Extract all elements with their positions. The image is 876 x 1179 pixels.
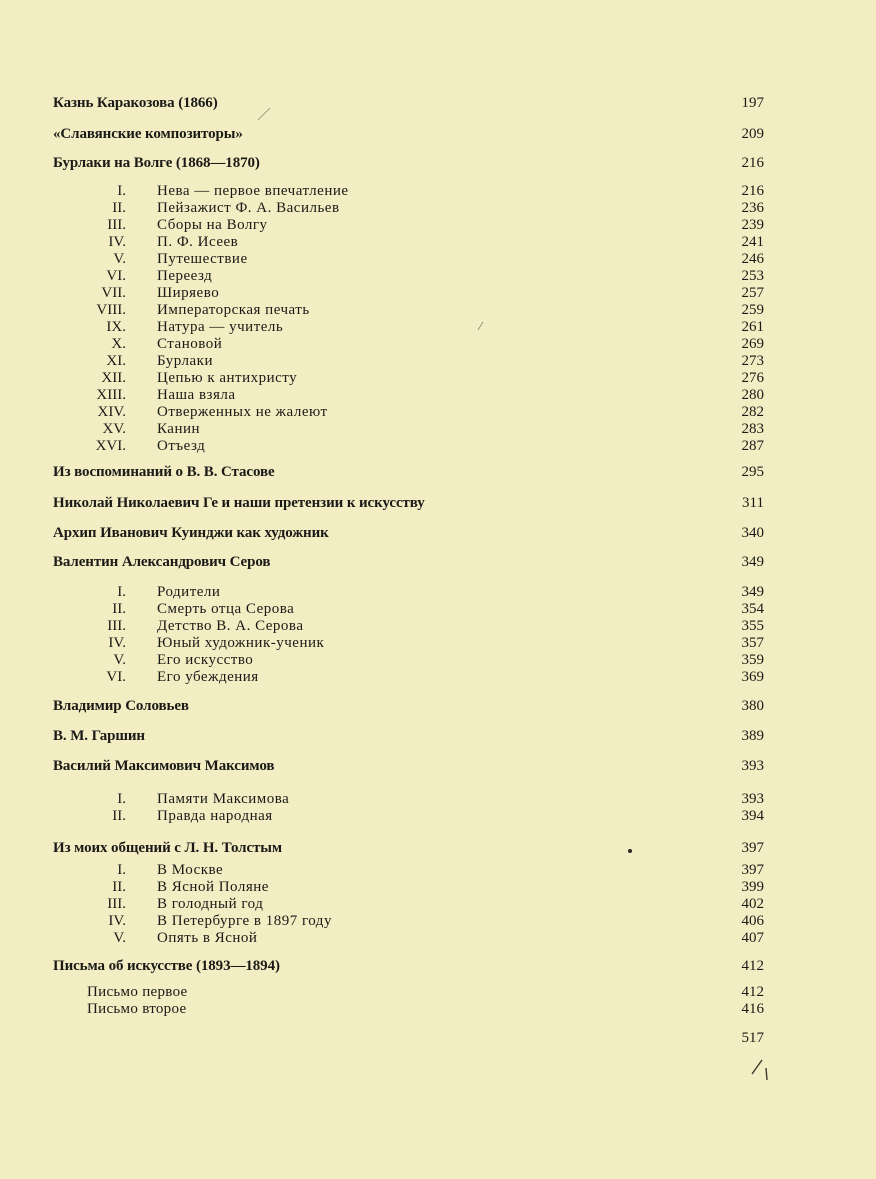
toc-section-row <box>0 495 876 515</box>
chapter-title: В голодный год <box>157 896 264 912</box>
chapter-page-number: 241 <box>741 234 764 250</box>
chapter-numeral: XIV. <box>97 404 126 420</box>
chapter-numeral: VI. <box>106 669 126 685</box>
chapter-page-number: 261 <box>741 319 764 335</box>
chapter-numeral: V. <box>113 251 126 267</box>
letter-page-number: 412 <box>741 984 764 1000</box>
section-page-number: 393 <box>741 758 764 774</box>
chapter-title: Родители <box>157 584 221 600</box>
toc-section-row <box>0 758 876 778</box>
chapter-numeral: II. <box>112 879 126 895</box>
chapter-numeral: III. <box>107 618 126 634</box>
folio-page-number: 517 <box>741 1030 764 1046</box>
chapter-numeral: III. <box>107 217 126 233</box>
chapter-page-number: 276 <box>741 370 764 386</box>
chapter-numeral: II. <box>112 601 126 617</box>
section-title: В. М. Гаршин <box>53 728 145 744</box>
toc-section-row <box>0 554 876 574</box>
section-title: Василий Максимович Максимов <box>53 758 275 774</box>
section-title: Бурлаки на Волге (1868—1870) <box>53 155 260 171</box>
chapter-page-number: 357 <box>741 635 764 651</box>
chapter-numeral: III. <box>107 896 126 912</box>
chapter-numeral: XV. <box>102 421 126 437</box>
toc-section-row <box>0 126 876 146</box>
chapter-numeral: II. <box>112 200 126 216</box>
toc-section-row <box>0 525 876 545</box>
chapter-title: Нева — первое впечатление <box>157 183 349 199</box>
letter-title: Письмо первое <box>87 984 188 1000</box>
chapter-title: Пейзажист Ф. А. Васильев <box>157 200 340 216</box>
chapter-page-number: 259 <box>741 302 764 318</box>
chapter-page-number: 239 <box>741 217 764 233</box>
section-page-number: 380 <box>741 698 764 714</box>
section-title: Валентин Александрович Серов <box>53 554 271 570</box>
chapter-page-number: 349 <box>741 584 764 600</box>
section-page-number: 340 <box>741 525 764 541</box>
chapter-row <box>0 438 876 458</box>
section-title: Владимир Соловьев <box>53 698 189 714</box>
toc-section-row <box>0 464 876 484</box>
chapter-page-number: 236 <box>741 200 764 216</box>
chapter-numeral: IV. <box>108 913 126 929</box>
chapter-numeral: I. <box>117 862 126 878</box>
chapter-page-number: 359 <box>741 652 764 668</box>
chapter-title: Опять в Ясной <box>157 930 258 946</box>
section-title: «Славянские композиторы» <box>53 126 243 142</box>
section-page-number: 349 <box>741 554 764 570</box>
chapter-page-number: 393 <box>741 791 764 807</box>
section-page-number: 209 <box>741 126 764 142</box>
toc-section-row <box>0 958 876 978</box>
chapter-title: Переезд <box>157 268 213 284</box>
chapter-page-number: 354 <box>741 601 764 617</box>
chapter-title: В Петербурге в 1897 году <box>157 913 332 929</box>
chapter-page-number: 394 <box>741 808 764 824</box>
section-title: Николай Николаевич Ге и наши претензии к искусству <box>53 495 425 511</box>
section-title: Письма об искусстве (1893—1894) <box>53 958 280 974</box>
toc-section-row <box>0 840 876 860</box>
section-page-number: 311 <box>742 495 764 511</box>
chapter-page-number: 269 <box>741 336 764 352</box>
chapter-page-number: 369 <box>741 669 764 685</box>
letter-row <box>0 1001 876 1021</box>
chapter-numeral: IV. <box>108 635 126 651</box>
letter-title: Письмо второе <box>87 1001 187 1017</box>
chapter-title: Наша взяла <box>157 387 236 403</box>
chapter-numeral: V. <box>113 652 126 668</box>
chapter-numeral: XII. <box>101 370 126 386</box>
section-title: Архип Иванович Куинджи как художник <box>53 525 329 541</box>
chapter-numeral: VII. <box>101 285 126 301</box>
chapter-numeral: I. <box>117 584 126 600</box>
chapter-title: Императорская печать <box>157 302 310 318</box>
chapter-page-number: 246 <box>741 251 764 267</box>
chapter-row <box>0 930 876 950</box>
chapter-page-number: 282 <box>741 404 764 420</box>
chapter-numeral: X. <box>111 336 126 352</box>
chapter-numeral: II. <box>112 808 126 824</box>
chapter-numeral: I. <box>117 183 126 199</box>
chapter-row <box>0 808 876 828</box>
chapter-title: Сборы на Волгу <box>157 217 268 233</box>
chapter-title: В Москве <box>157 862 224 878</box>
chapter-numeral: I. <box>117 791 126 807</box>
chapter-row <box>0 669 876 689</box>
chapter-numeral: XVI. <box>95 438 126 454</box>
section-page-number: 389 <box>741 728 764 744</box>
section-title: Из моих общений с Л. Н. Толстым <box>53 840 283 856</box>
chapter-page-number: 402 <box>741 896 764 912</box>
chapter-title: Отъезд <box>157 438 206 454</box>
chapter-page-number: 399 <box>741 879 764 895</box>
chapter-numeral: XI. <box>106 353 126 369</box>
chapter-title: Отверженных не жалеют <box>157 404 328 420</box>
section-page-number: 197 <box>741 95 764 111</box>
section-title: Казнь Каракозова (1866) <box>53 95 218 111</box>
letter-page-number: 416 <box>741 1001 764 1017</box>
section-page-number: 412 <box>741 958 764 974</box>
folio-row <box>0 1030 876 1050</box>
chapter-page-number: 280 <box>741 387 764 403</box>
chapter-page-number: 407 <box>741 930 764 946</box>
toc-section-row <box>0 698 876 718</box>
chapter-title: Юный художник-ученик <box>157 635 325 651</box>
chapter-page-number: 253 <box>741 268 764 284</box>
chapter-page-number: 397 <box>741 862 764 878</box>
chapter-title: Становой <box>157 336 223 352</box>
chapter-page-number: 283 <box>741 421 764 437</box>
chapter-title: Его убеждения <box>157 669 259 685</box>
chapter-numeral: IV. <box>108 234 126 250</box>
section-page-number: 216 <box>741 155 764 171</box>
toc-section-row <box>0 728 876 748</box>
chapter-title: Правда народная <box>157 808 273 824</box>
chapter-title: Детство В. А. Серова <box>157 618 304 634</box>
chapter-page-number: 273 <box>741 353 764 369</box>
chapter-title: Цепью к антихристу <box>157 370 298 386</box>
chapter-numeral: VI. <box>106 268 126 284</box>
section-page-number: 295 <box>741 464 764 480</box>
chapter-title: Путешествие <box>157 251 248 267</box>
chapter-title: Бурлаки <box>157 353 213 369</box>
chapter-title: Канин <box>157 421 201 437</box>
section-title: Из воспоминаний о В. В. Стасове <box>53 464 275 480</box>
chapter-title: П. Ф. Исеев <box>157 234 239 250</box>
chapter-numeral: VIII. <box>96 302 126 318</box>
chapter-title: Памяти Максимова <box>157 791 290 807</box>
section-page-number: 397 <box>741 840 764 856</box>
chapter-page-number: 216 <box>741 183 764 199</box>
chapter-page-number: 355 <box>741 618 764 634</box>
chapter-numeral: IX. <box>106 319 126 335</box>
chapter-page-number: 406 <box>741 913 764 929</box>
chapter-title: В Ясной Поляне <box>157 879 269 895</box>
chapter-title: Ширяево <box>157 285 220 301</box>
chapter-page-number: 257 <box>741 285 764 301</box>
toc-section-row <box>0 155 876 175</box>
chapter-numeral: V. <box>113 930 126 946</box>
chapter-title: Смерть отца Серова <box>157 601 295 617</box>
toc-section-row <box>0 95 876 115</box>
chapter-page-number: 287 <box>741 438 764 454</box>
chapter-numeral: XIII. <box>96 387 126 403</box>
chapter-title: Натура — учитель <box>157 319 284 335</box>
chapter-title: Его искусство <box>157 652 254 668</box>
